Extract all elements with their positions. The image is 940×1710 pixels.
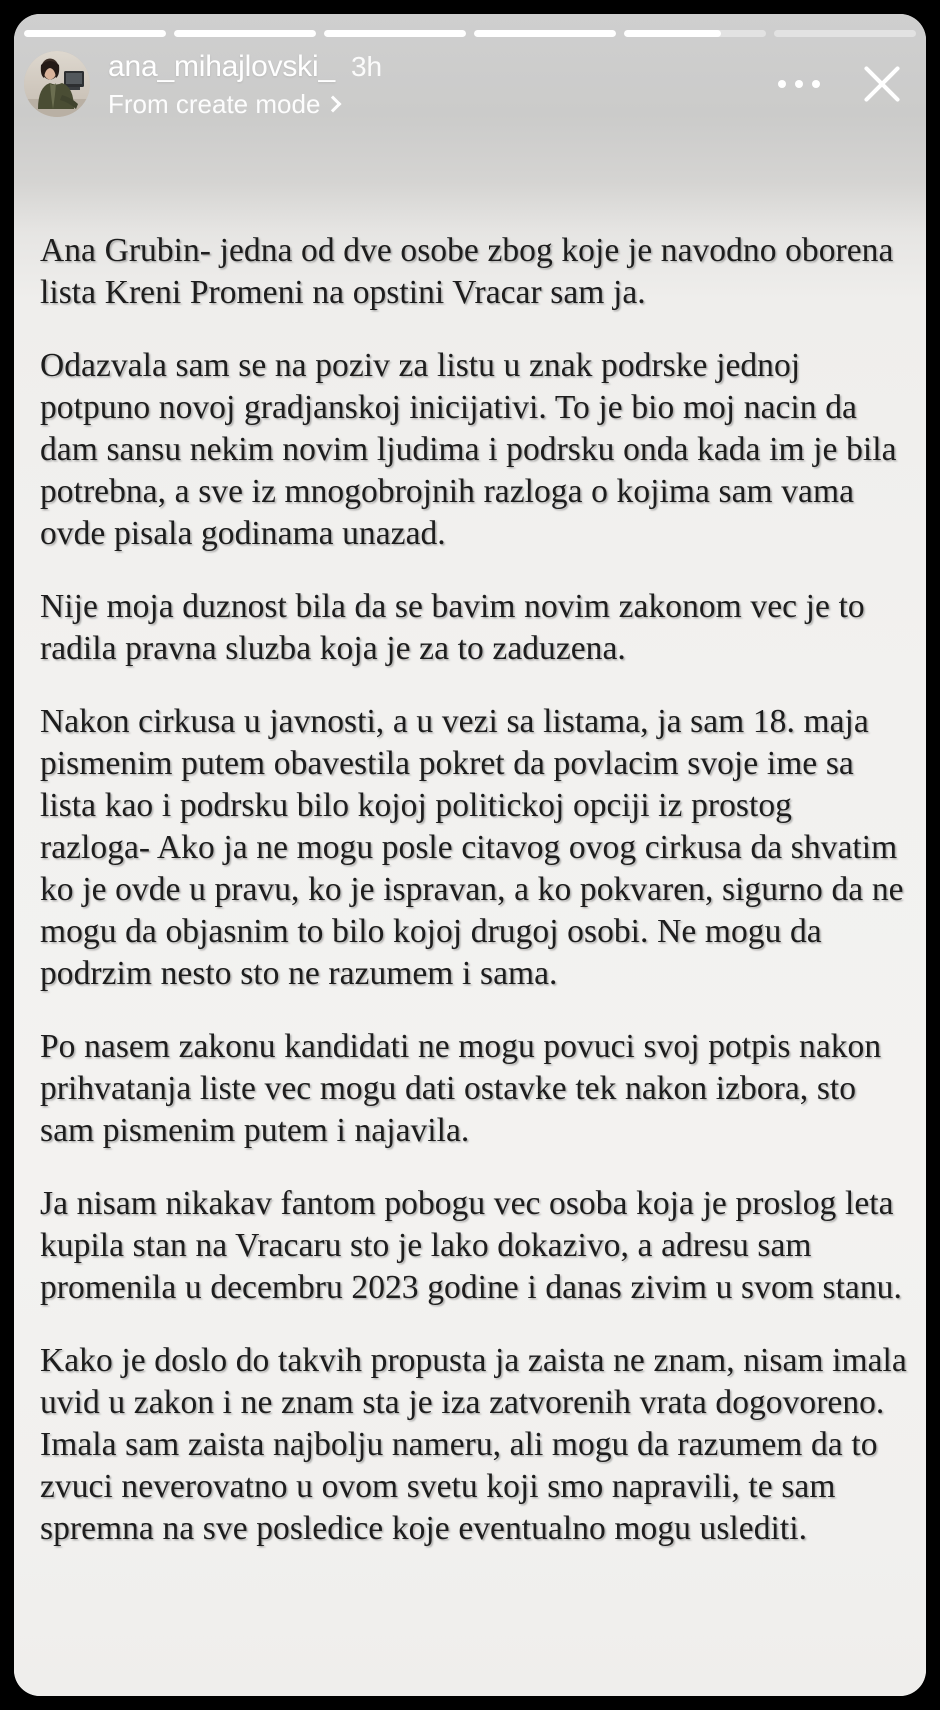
username[interactable]: ana_mihajlovski_ — [108, 50, 335, 83]
dot — [778, 80, 786, 88]
story-text-body — [40, 230, 910, 1550]
timestamp: 3h — [350, 51, 383, 82]
progress-segment-4[interactable] — [474, 30, 616, 37]
story-paragraph: Nije moja duznost bila da se bavim novim zakonom vec je to radila pravna sluzba koja je za to zaduzena. — [40, 588, 865, 667]
story-paragraph: Nakon cirkusa u javnosti, a u vezi sa listama, ja sam 18. maja pismenim putem obavestila pokret da povlacim svoje ime sa lista kao i podrsku bilo kojoj politickoj opciji iz prostog razloga- Ako ja ne mogu posle citavog ovog cirkusa da shvatim ko je ovde u pravu, ko je ispravan, a ko pokvaren, sigurno da ne mogu da objasnim to bilo kojoj drugoj osobi. Ne mogu da podrzim nesto sto ne razumem i sama. — [40, 703, 904, 992]
dot — [812, 80, 820, 88]
progress-fill — [174, 30, 316, 37]
story-paragraph: Ana Grubin- jedna od dve osobe zbog koje je navodno oborena lista Kreni Promeni na opstini Vracar sam ja. — [40, 232, 894, 311]
chevron-right-icon — [325, 95, 342, 112]
story-paragraph: Kako je doslo do takvih propusta ja zaista ne znam, nisam imala uvid u zakon i ne znam sta je iza zatvorenih vrata dogovoreno. Imala sam zaista najbolju nameru, ali mogu da razumem da to zvuci neverovatno u ovom svetu koji smo napravili, te sam spremna na sve posledice koje eventualno mogu uslediti. — [40, 1342, 907, 1547]
progress-segment-2[interactable] — [174, 30, 316, 37]
more-options-icon[interactable] — [776, 74, 822, 94]
story-paragraph: Po nasem zakonu kandidati ne mogu povuci svoj potpis nakon prihvatanja liste vec mogu dati ostavke tek nakon izbora, sto sam pismenim putem i najavila. — [40, 1028, 882, 1149]
progress-segment-1[interactable] — [24, 30, 166, 37]
progress-fill — [324, 30, 466, 37]
dot — [795, 80, 803, 88]
from-create-mode-link[interactable] — [108, 89, 382, 120]
story-header — [24, 48, 916, 130]
create-mode-label: From create mode — [108, 89, 321, 119]
progress-fill — [474, 30, 616, 37]
progress-fill — [24, 30, 166, 37]
progress-fill — [624, 30, 721, 37]
progress-segment-5[interactable] — [624, 30, 766, 37]
progress-segment-3[interactable] — [324, 30, 466, 37]
progress-segment-6[interactable] — [774, 30, 916, 37]
avatar[interactable] — [24, 51, 90, 117]
name-row — [108, 50, 382, 84]
header-text-block — [108, 48, 382, 120]
story-progress-bar — [24, 30, 916, 37]
close-icon[interactable] — [860, 62, 904, 106]
header-actions — [776, 48, 916, 106]
story-paragraph: Ja nisam nikakav fantom pobogu vec osoba koja je proslog leta kupila stan na Vracaru sto je lako dokazivo, a adresu sam promenila u decembru 2023 godine i danas zivim u svom stanu. — [40, 1185, 902, 1306]
story-card — [14, 14, 926, 1696]
story-paragraph: Odazvala sam se na poziv za listu u znak podrske jednoj potpuno novoj gradjanskoj inicijativi. To je bio moj nacin da dam sansu nekim novim ljudima i podrsku onda kada im je bila potrebna, a sve iz mnogobrojnih razloga o kojima sam vama ovde pisala godinama unazad. — [40, 347, 897, 552]
